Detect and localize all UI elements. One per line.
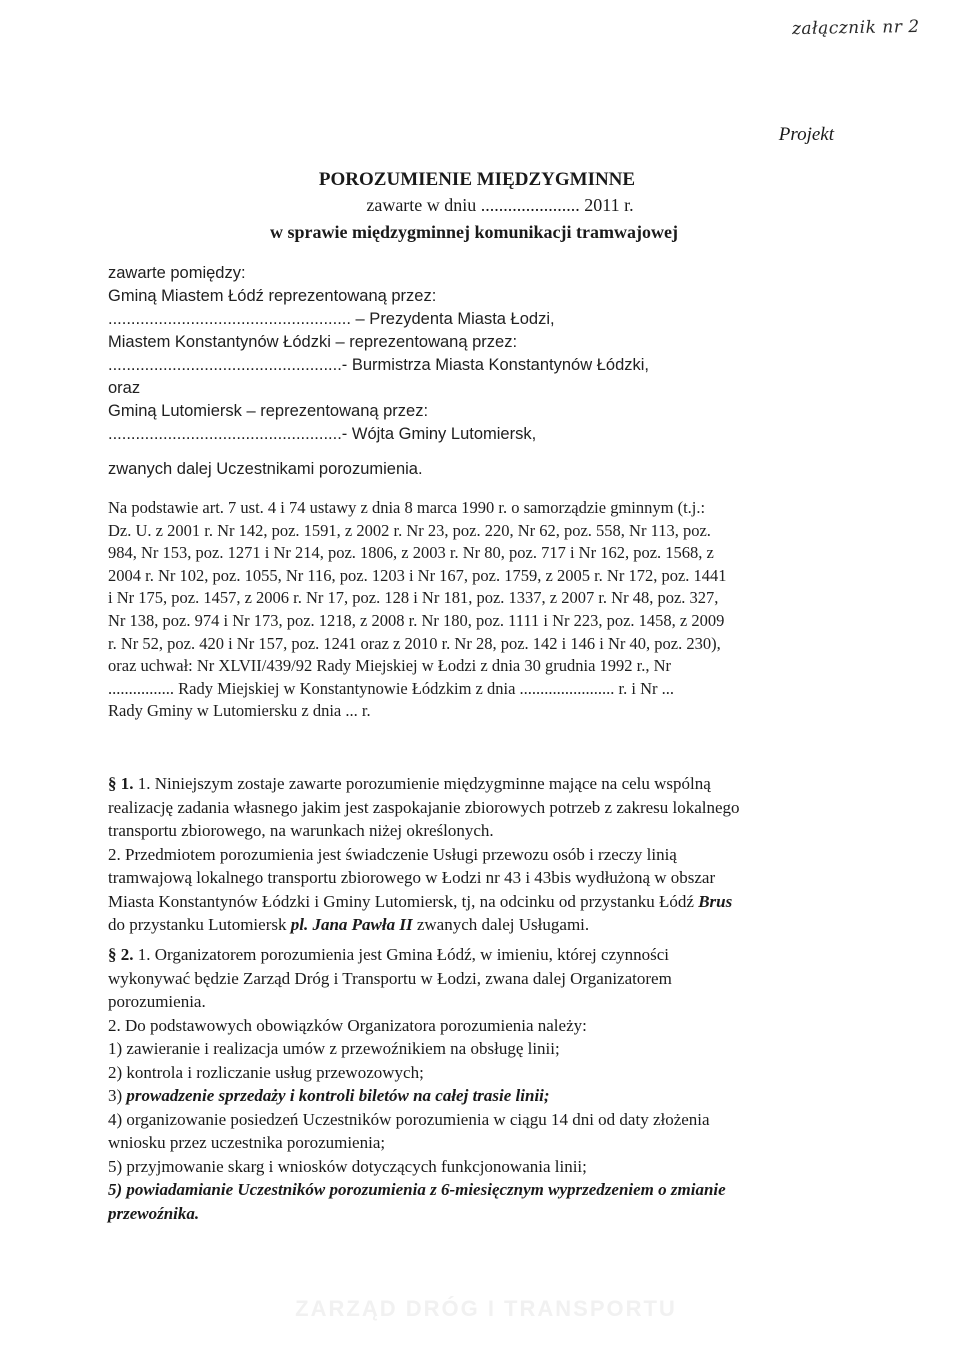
parties-block [108, 262, 848, 481]
title-line-3: w sprawie międzygminnej komunikacji tramwajowej [270, 222, 678, 242]
section-1 [108, 772, 848, 937]
title-line-2: zawarte w dniu ...................... 2011 r. [366, 195, 634, 215]
jana-pawla-stop: pl. Jana Pawła II [290, 915, 413, 934]
section-2-mark: § 2. [108, 945, 134, 964]
parties-line: Gminą Miastem Łódź reprezentowaną przez: [108, 287, 437, 305]
legal-line: Nr 138, poz. 974 i Nr 173, poz. 1218, z 2008 r. Nr 180, poz. 1111 i Nr 223, poz. 1458, z 2009 [108, 610, 725, 630]
section-2-line: 5) przyjmowanie skarg i wniosków dotyczących funkcjonowania linii; [108, 1156, 587, 1176]
parties-line: zawarte pomiędzy: [108, 264, 246, 282]
section-2-line: wykonywać będzie Zarząd Dróg i Transportu w Łodzi, zwana dalej Organizatorem [108, 968, 672, 988]
title-line-1: POROZUMIENIE MIĘDZYGMINNE [318, 169, 636, 190]
section-1-line: do przystanku Lutomiersk pl. Jana Pawła II zwanych dalej Usługami. [108, 915, 590, 934]
participants-line: zwanych dalej Uczestnikami porozumienia. [108, 460, 423, 478]
section-1-line: tramwajową lokalnego transportu zbiorowego w Łodzi nr 43 i 43bis wydłużoną w obszar [108, 868, 716, 887]
section-2-item-5b-cont: przewoźnika. [108, 1203, 200, 1223]
faint-watermark-text: ZARZĄD DRÓG I TRANSPORTU [295, 1296, 677, 1321]
section-1-line: transportu zbiorowego, na warunkach niżej określonych. [108, 821, 494, 840]
section-2-item-3: 3) prowadzenie sprzedaży i kontroli biletów na całej trasie linii; [108, 1086, 550, 1105]
parties-line: oraz [108, 379, 141, 397]
section-1-line-1: § 1. 1. Niniejszym zostaje zawarte porozumienie międzygminne mające na celu wspólną [108, 774, 711, 793]
legal-line: Na podstawie art. 7 ust. 4 i 74 ustawy z dnia 8 marca 1990 r. o samorządzie gminnym (t.j.: [108, 498, 706, 517]
section-2-line: porozumienia. [108, 992, 206, 1011]
legal-line: Rady Gminy w Lutomiersku z dnia ... r. [108, 701, 371, 721]
section-1-line: 2. Przedmiotem porozumienia jest świadczenie Usługi przewozu osób i rzeczy linią [108, 844, 677, 864]
legal-line: oraz uchwał: Nr XLVII/439/92 Rady Miejskiej w Łodzi z dnia 30 grudnia 1992 r., Nr [108, 656, 672, 676]
section-2-line: 4) organizowanie posiedzeń Uczestników porozumienia w ciągu 14 dni od daty złożenia [108, 1109, 710, 1129]
section-1-line: realizację zadania własnego jakim jest zaspokajanie zbiorowych potrzeb z zakresu lokalnego [108, 797, 740, 817]
legal-line: ................ Rady Miejskiej w Konstantynowie Łódzkim z dnia ....................... r. i Nr ... [108, 678, 674, 698]
parties-line: Miastem Konstantynów Łódzki – reprezentowaną przez: [108, 333, 518, 351]
projekt-label: Projekt [778, 124, 834, 145]
legal-line: i Nr 175, poz. 1457, z 2006 r. Nr 17, poz. 128 i Nr 181, poz. 1337, z 2007 r. Nr 48, poz. 327, [108, 588, 719, 608]
section-2-line: 2) kontrola i rozliczanie usług przewozowych; [108, 1062, 424, 1082]
legal-line: r. Nr 52, poz. 420 i Nr 157, poz. 1241 oraz z 2010 r. Nr 28, poz. 142 i 146 i Nr 40, poz. 230), [108, 633, 721, 653]
section-2 [108, 943, 848, 1225]
document-title [0, 166, 960, 246]
parties-line: ...................................................- Wójta Gminy Lutomiersk, [108, 425, 537, 443]
brus-stop: Brus [698, 891, 733, 911]
section-2-line: 1) zawieranie i realizacja umów z przewoźnikiem na obsługę linii; [108, 1039, 560, 1058]
legal-line: 984, Nr 153, poz. 1271 i Nr 214, poz. 1806, z 2003 r. Nr 80, poz. 717 i Nr 162, poz. 1568, z [108, 543, 714, 563]
section-1-mark: § 1. [108, 774, 134, 793]
legal-line: Dz. U. z 2001 r. Nr 142, poz. 1591, z 2002 r. Nr 23, poz. 220, Nr 62, poz. 558, Nr 113, poz. [108, 520, 711, 540]
section-2-line-1: § 2. 1. Organizatorem porozumienia jest Gmina Łódź, w imieniu, której czynności [108, 945, 670, 964]
legal-basis-block [108, 497, 848, 723]
parties-line: ..................................................... – Prezydenta Miasta Łodzi, [108, 310, 555, 328]
parties-line: Gminą Lutomiersk – reprezentowaną przez: [108, 402, 429, 420]
section-2-line: wniosku przez uczestnika porozumienia; [108, 1133, 386, 1152]
legal-line: 2004 r. Nr 102, poz. 1055, Nr 116, poz. 1203 i Nr 167, poz. 1759, z 2005 r. Nr 172, poz. 1441 [108, 565, 727, 585]
section-1-line: Miasta Konstantynów Łódzki i Gminy Lutomiersk, tj, na odcinku od przystanku Łódź Brus [108, 891, 733, 911]
handwritten-note: załącznik nr 2 [792, 16, 921, 40]
parties-line: ...................................................- Burmistrza Miasta Konstantynów Łódzki, [108, 356, 649, 374]
section-2-item-5b: 5) powiadamianie Uczestników porozumienia z 6-miesięcznym wyprzedzeniem o zmianie [108, 1180, 726, 1199]
section-2-line: 2. Do podstawowych obowiązków Organizatora porozumienia należy: [108, 1015, 587, 1035]
